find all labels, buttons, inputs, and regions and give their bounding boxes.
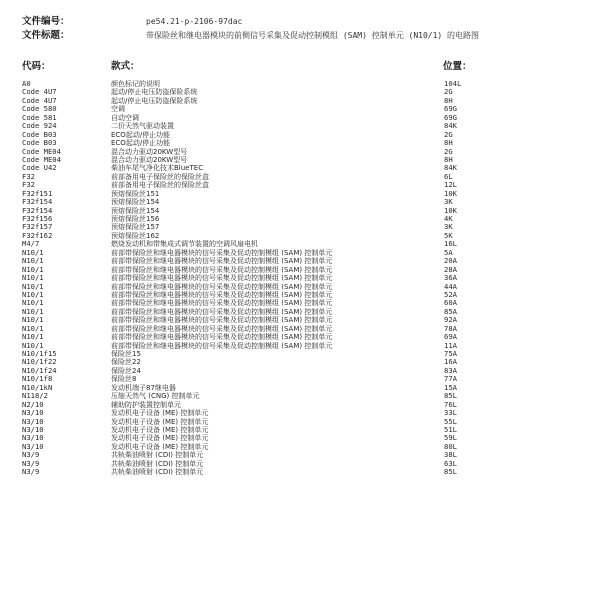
component-table xyxy=(0,80,600,477)
row-position: 8H xyxy=(444,154,453,164)
row-position: 85L xyxy=(444,467,457,477)
row-description: 前部备用电子保险丝的保险丝盒 xyxy=(111,181,209,190)
table-row xyxy=(0,190,600,198)
table-row xyxy=(0,401,600,409)
table-row xyxy=(0,148,600,156)
row-description: 发动机电子设备 (ME) 控制单元 xyxy=(111,425,209,434)
row-code: Code ME04 xyxy=(22,146,61,156)
row-code: A0 xyxy=(22,79,31,88)
row-description: 二价天然气驱动装置 xyxy=(111,122,174,131)
row-description: 预熔保险丝154 xyxy=(111,206,160,215)
row-description: 保险丝15 xyxy=(111,350,141,358)
row-position: 52A xyxy=(444,289,457,299)
row-description: 发动机电子设备 (ME) 控制单元 xyxy=(111,409,209,418)
row-position: 15A xyxy=(444,382,457,392)
row-position: 4K xyxy=(444,214,453,223)
table-row xyxy=(0,173,600,181)
table-row xyxy=(0,131,600,139)
row-code: N10/1 xyxy=(22,340,44,350)
row-description: 前部带保险丝和继电器模块的信号采集及促动控制模组 (SAM) 控制单元 xyxy=(111,324,333,333)
table-row xyxy=(0,156,600,164)
row-position: 76L xyxy=(444,399,457,409)
row-code: Code ME04 xyxy=(22,154,61,164)
row-position: 44A xyxy=(444,281,457,291)
row-position: 2G xyxy=(444,129,453,139)
row-code: Code 580 xyxy=(22,104,57,114)
table-row xyxy=(0,181,600,189)
row-code: N10/1 xyxy=(22,306,44,316)
row-description: 颜色标记的说明 xyxy=(111,80,160,88)
row-position: 69G xyxy=(444,104,457,114)
row-description: 发动机电子设备 (ME) 控制单元 xyxy=(111,434,209,443)
row-position: 51L xyxy=(444,424,457,434)
table-row xyxy=(0,232,600,240)
row-position: 78A xyxy=(444,323,457,333)
row-code: Code B03 xyxy=(22,138,57,148)
row-code: N10/1 xyxy=(22,323,44,333)
row-position: 84K xyxy=(444,163,457,173)
row-code: N2/10 xyxy=(22,399,44,409)
row-position: 5K xyxy=(444,230,453,240)
row-position: 38L xyxy=(444,450,457,460)
row-position: 16L xyxy=(444,239,457,249)
row-code: F32f154 xyxy=(22,197,53,207)
table-row xyxy=(0,308,600,316)
row-position: 77A xyxy=(444,374,457,384)
row-position: 85L xyxy=(444,391,457,401)
row-position: 11A xyxy=(444,340,457,350)
row-description: 共轨柴油喷射 (CDI) 控制单元 xyxy=(111,451,204,460)
row-code: N10/1f15 xyxy=(22,349,57,358)
doc-number-value: pe54.21-p-2106-97dac xyxy=(146,17,243,26)
row-description: 前部带保险丝和继电器模块的信号采集及促动控制模组 (SAM) 控制单元 xyxy=(111,307,333,316)
table-row xyxy=(0,375,600,383)
row-position: 8H xyxy=(444,138,453,148)
row-position: 16A xyxy=(444,357,457,367)
table-row xyxy=(0,257,600,265)
row-description: 压缩天然气 (CNG) 控制单元 xyxy=(111,392,200,401)
row-position: 10K xyxy=(444,188,457,198)
row-position: 36A xyxy=(444,273,457,283)
table-row xyxy=(0,249,600,257)
row-description: 混合动力驱动20KW型号 xyxy=(111,155,188,164)
row-code: N3/9 xyxy=(22,467,40,477)
row-position: 3K xyxy=(444,222,453,232)
row-description: 预熔保险丝151 xyxy=(111,189,160,198)
row-position: 6L xyxy=(444,171,453,181)
table-row xyxy=(0,105,600,113)
row-code: M4/7 xyxy=(22,239,40,249)
table-row xyxy=(0,223,600,231)
row-code: Code 4U7 xyxy=(22,95,57,105)
row-code: F32f154 xyxy=(22,205,53,215)
table-row xyxy=(0,215,600,223)
row-position: 3K xyxy=(444,197,453,207)
row-position: 80L xyxy=(444,441,457,451)
row-code: F32 xyxy=(22,180,35,190)
table-row xyxy=(0,460,600,468)
row-code: N10/1 xyxy=(22,298,44,308)
table-row xyxy=(0,426,600,434)
table-row xyxy=(0,122,600,130)
row-position: 69A xyxy=(444,332,457,342)
row-code: N118/2 xyxy=(22,391,48,401)
table-row xyxy=(0,316,600,324)
row-description: 前部带保险丝和继电器模块的信号采集及促动控制模组 (SAM) 控制单元 xyxy=(111,282,333,291)
row-code: F32f157 xyxy=(22,222,53,232)
row-position: 84K xyxy=(444,121,457,131)
row-code: F32 xyxy=(22,171,35,181)
row-code: N10/1 xyxy=(22,273,44,283)
table-row xyxy=(0,451,600,459)
row-position: 69G xyxy=(444,112,457,122)
row-code: N10/1 xyxy=(22,256,44,266)
table-row xyxy=(0,266,600,274)
row-position: 33L xyxy=(444,408,457,418)
row-description: ECO起动/停止功能 xyxy=(111,130,171,139)
row-code: Code B03 xyxy=(22,129,57,139)
row-position: 28A xyxy=(444,264,457,274)
row-code: N10/1 xyxy=(22,289,44,299)
row-description: 前部备用电子保险丝的保险丝盒 xyxy=(111,172,209,181)
row-code: Code 924 xyxy=(22,121,57,131)
table-row xyxy=(0,350,600,358)
row-position: 92A xyxy=(444,315,457,325)
row-code: N3/10 xyxy=(22,408,44,418)
doc-number-label: 文件编号： xyxy=(22,16,70,27)
table-row xyxy=(0,333,600,341)
row-code: N10/1f22 xyxy=(22,357,57,367)
row-code: F32f162 xyxy=(22,230,53,240)
table-row xyxy=(0,443,600,451)
row-position: 20A xyxy=(444,256,457,266)
row-description: 保险丝24 xyxy=(111,366,141,375)
row-description: 预熔保险丝157 xyxy=(111,223,160,232)
table-row xyxy=(0,392,600,400)
row-description: 共轨柴油喷射 (CDI) 控制单元 xyxy=(111,459,204,468)
table-row xyxy=(0,80,600,88)
row-position: 2G xyxy=(444,146,453,156)
row-code: N3/9 xyxy=(22,450,40,460)
table-row xyxy=(0,88,600,96)
row-description: 自动空调 xyxy=(111,113,139,122)
table-row xyxy=(0,342,600,350)
row-code: Code U42 xyxy=(22,163,57,173)
row-description: 预熔保险丝156 xyxy=(111,215,160,223)
row-description: 前部带保险丝和继电器模块的信号采集及促动控制模组 (SAM) 控制单元 xyxy=(111,290,333,299)
row-position: 5A xyxy=(444,247,453,257)
row-description: ECO起动/停止功能 xyxy=(111,139,171,148)
row-code: N10/1kN xyxy=(22,382,53,392)
row-description: 发动机端子87继电器 xyxy=(111,383,176,392)
table-row xyxy=(0,283,600,291)
table-row xyxy=(0,434,600,442)
row-position: 55L xyxy=(444,416,457,426)
row-position: 60A xyxy=(444,298,457,308)
table-row xyxy=(0,468,600,476)
row-position: 75A xyxy=(444,349,457,358)
table-row xyxy=(0,207,600,215)
row-position: 104L xyxy=(444,79,462,88)
row-code: N10/1f24 xyxy=(22,365,57,375)
table-row xyxy=(0,97,600,105)
row-position: 10K xyxy=(444,205,457,215)
row-description: 起动/停止电压防盗保险系统 xyxy=(111,96,198,105)
row-description: 前部带保险丝和继电器模块的信号采集及促动控制模组 (SAM) 控制单元 xyxy=(111,248,333,257)
row-description: 前部带保险丝和继电器模块的信号采集及促动控制模组 (SAM) 控制单元 xyxy=(111,316,333,325)
table-row xyxy=(0,139,600,147)
doc-title-value: 带保险丝和继电器模块的前侧信号采集及促动控制模组 (SAM) 控制单元 (N10/1) 的电路图 xyxy=(146,31,480,40)
table-row xyxy=(0,164,600,172)
row-description: 辅助防护装置控制单元 xyxy=(111,400,181,409)
row-code: F32f156 xyxy=(22,214,53,223)
table-row xyxy=(0,409,600,417)
row-description: 预熔保险丝154 xyxy=(111,198,160,207)
row-code: N10/1f8 xyxy=(22,374,53,384)
row-description: 前部带保险丝和继电器模块的信号采集及促动控制模组 (SAM) 控制单元 xyxy=(111,299,333,308)
row-description: 保险丝22 xyxy=(111,358,141,367)
row-description: 前部带保险丝和继电器模块的信号采集及促动控制模组 (SAM) 控制单元 xyxy=(111,274,333,283)
table-row xyxy=(0,198,600,206)
row-code: F32f151 xyxy=(22,188,53,198)
row-description: 前部带保险丝和继电器模块的信号采集及促动控制模组 (SAM) 控制单元 xyxy=(111,257,333,266)
row-description: 起动/停止电压防盗保险系统 xyxy=(111,88,198,97)
row-position: 63L xyxy=(444,458,457,468)
table-row xyxy=(0,299,600,307)
row-description: 前部带保险丝和继电器模块的信号采集及促动控制模组 (SAM) 控制单元 xyxy=(111,265,333,274)
row-code: Code 4U7 xyxy=(22,87,57,97)
row-code: Code 581 xyxy=(22,112,57,122)
row-code: N3/10 xyxy=(22,424,44,434)
row-code: N10/1 xyxy=(22,281,44,291)
row-position: 85A xyxy=(444,306,457,316)
row-description: 空调 xyxy=(111,105,125,114)
row-description: 预熔保险丝162 xyxy=(111,231,160,240)
row-code: N3/10 xyxy=(22,441,44,451)
row-code: N10/1 xyxy=(22,332,44,342)
table-row xyxy=(0,418,600,426)
row-description: 共轨柴油喷射 (CDI) 控制单元 xyxy=(111,468,204,477)
row-description: 混合动力驱动20KW型号 xyxy=(111,147,188,156)
row-position: 8H xyxy=(444,95,453,105)
row-code: N10/1 xyxy=(22,315,44,325)
row-code: N3/9 xyxy=(22,458,40,468)
row-position: 83A xyxy=(444,365,457,375)
table-row xyxy=(0,384,600,392)
column-header-position: 位置： xyxy=(443,61,472,72)
table-row xyxy=(0,274,600,282)
table-row xyxy=(0,367,600,375)
row-description: 发动机电子设备 (ME) 控制单元 xyxy=(111,417,209,426)
table-row xyxy=(0,114,600,122)
doc-title-label: 文件标题： xyxy=(22,30,70,41)
row-position: 59L xyxy=(444,433,457,443)
row-code: N10/1 xyxy=(22,264,44,274)
row-description: 前部带保险丝和继电器模块的信号采集及促动控制模组 (SAM) 控制单元 xyxy=(111,341,333,350)
row-position: 12L xyxy=(444,180,457,190)
row-description: 柴油车尾气净化技术BlueTEC xyxy=(111,164,204,173)
row-description: 前部带保险丝和继电器模块的信号采集及促动控制模组 (SAM) 控制单元 xyxy=(111,333,333,342)
column-header-code: 代码： xyxy=(22,61,51,72)
row-code: N3/10 xyxy=(22,416,44,426)
row-description: 发动机电子设备 (ME) 控制单元 xyxy=(111,442,209,451)
row-description: 保险丝8 xyxy=(111,375,137,384)
table-row xyxy=(0,358,600,366)
row-description: 燃烧发动机和带集成式调节装置的空调风扇电机 xyxy=(111,240,258,249)
column-header-description: 款式： xyxy=(111,61,140,72)
row-code: N3/10 xyxy=(22,433,44,443)
table-row xyxy=(0,240,600,248)
row-code: N10/1 xyxy=(22,247,44,257)
table-row xyxy=(0,325,600,333)
row-position: 2G xyxy=(444,87,453,97)
